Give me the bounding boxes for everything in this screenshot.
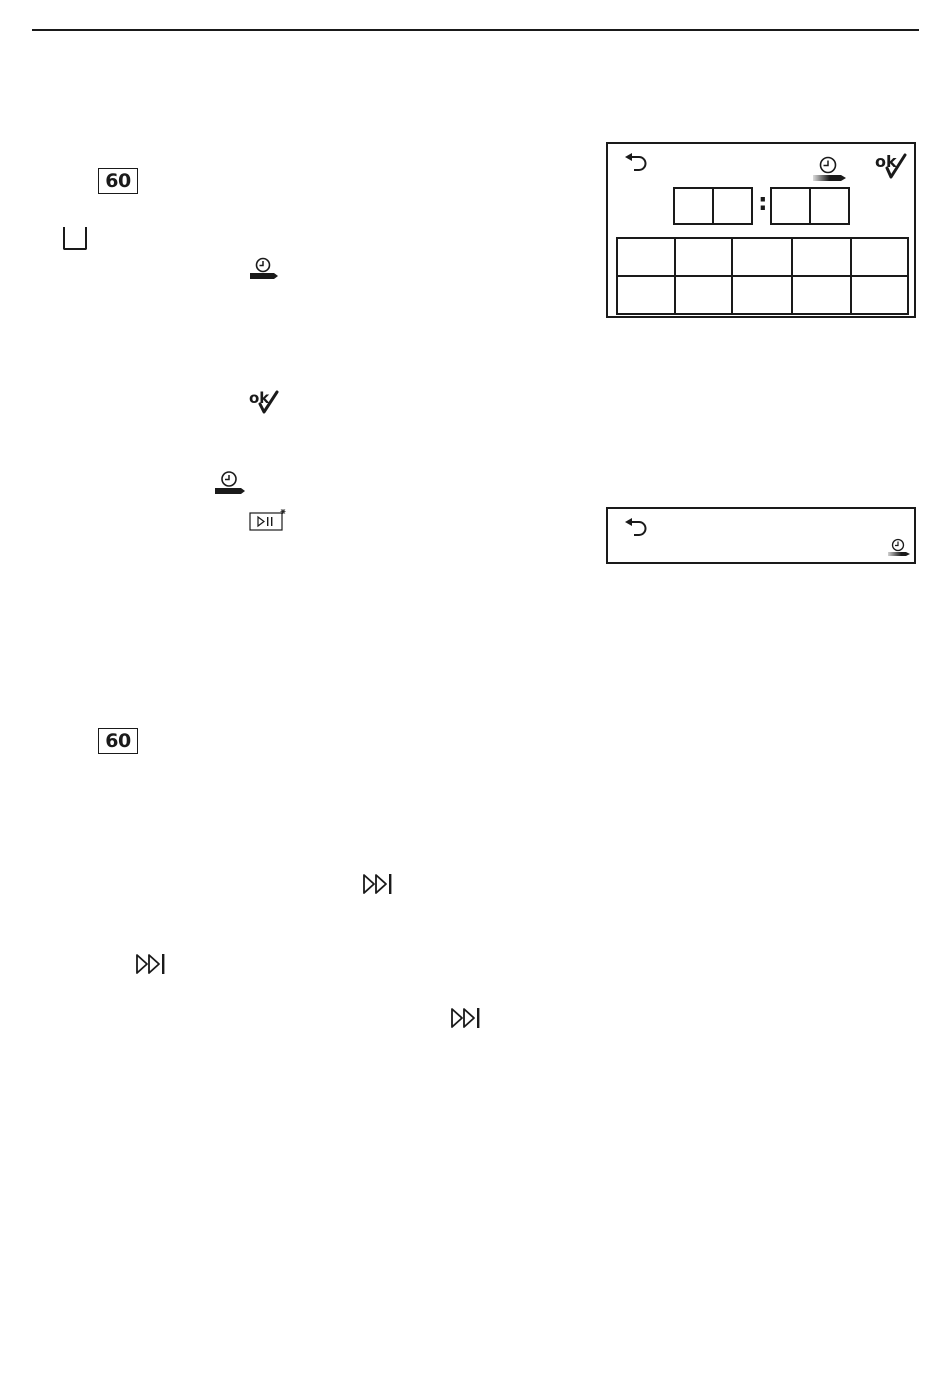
skip-forward-icon (362, 872, 394, 896)
skip-forward-icon (135, 952, 167, 976)
display-panel-time-setting (606, 142, 916, 318)
back-arrow-icon[interactable] (624, 152, 650, 176)
delay-timer-icon[interactable] (812, 156, 848, 184)
svg-text:ok: ok (875, 152, 897, 171)
keypad-cell[interactable] (793, 239, 852, 277)
temperature-badge: 60 (98, 728, 138, 754)
keypad-cell[interactable] (733, 277, 793, 315)
start-pause-button-icon (249, 508, 287, 532)
temperature-badge: 60 (98, 168, 138, 194)
delay-timer-icon (249, 256, 279, 280)
keypad-cell[interactable] (618, 239, 676, 277)
hour-tens-digit[interactable] (673, 187, 714, 225)
time-colon: : (758, 188, 768, 216)
svg-text:ok: ok (249, 389, 270, 407)
keypad-cell[interactable] (676, 277, 733, 315)
minute-tens-digit[interactable] (770, 187, 811, 225)
top-rule (32, 29, 919, 31)
keypad-grid (616, 237, 909, 315)
keypad-cell[interactable] (852, 239, 909, 277)
back-arrow-icon[interactable] (624, 517, 650, 541)
keypad-cell[interactable] (676, 239, 733, 277)
delay-timer-icon (214, 470, 246, 496)
display-panel-delay-status (606, 507, 916, 564)
hour-units-digit[interactable] (712, 187, 753, 225)
keypad-cell[interactable] (793, 277, 852, 315)
keypad-cell[interactable] (733, 239, 793, 277)
ok-check-icon[interactable] (874, 152, 908, 180)
keypad-cell[interactable] (852, 277, 909, 315)
minute-units-digit[interactable] (809, 187, 850, 225)
delay-timer-icon (887, 538, 911, 558)
ok-check-icon (248, 389, 280, 415)
skip-forward-icon (450, 1006, 482, 1030)
keypad-cell[interactable] (618, 277, 676, 315)
cup-icon (63, 227, 87, 250)
